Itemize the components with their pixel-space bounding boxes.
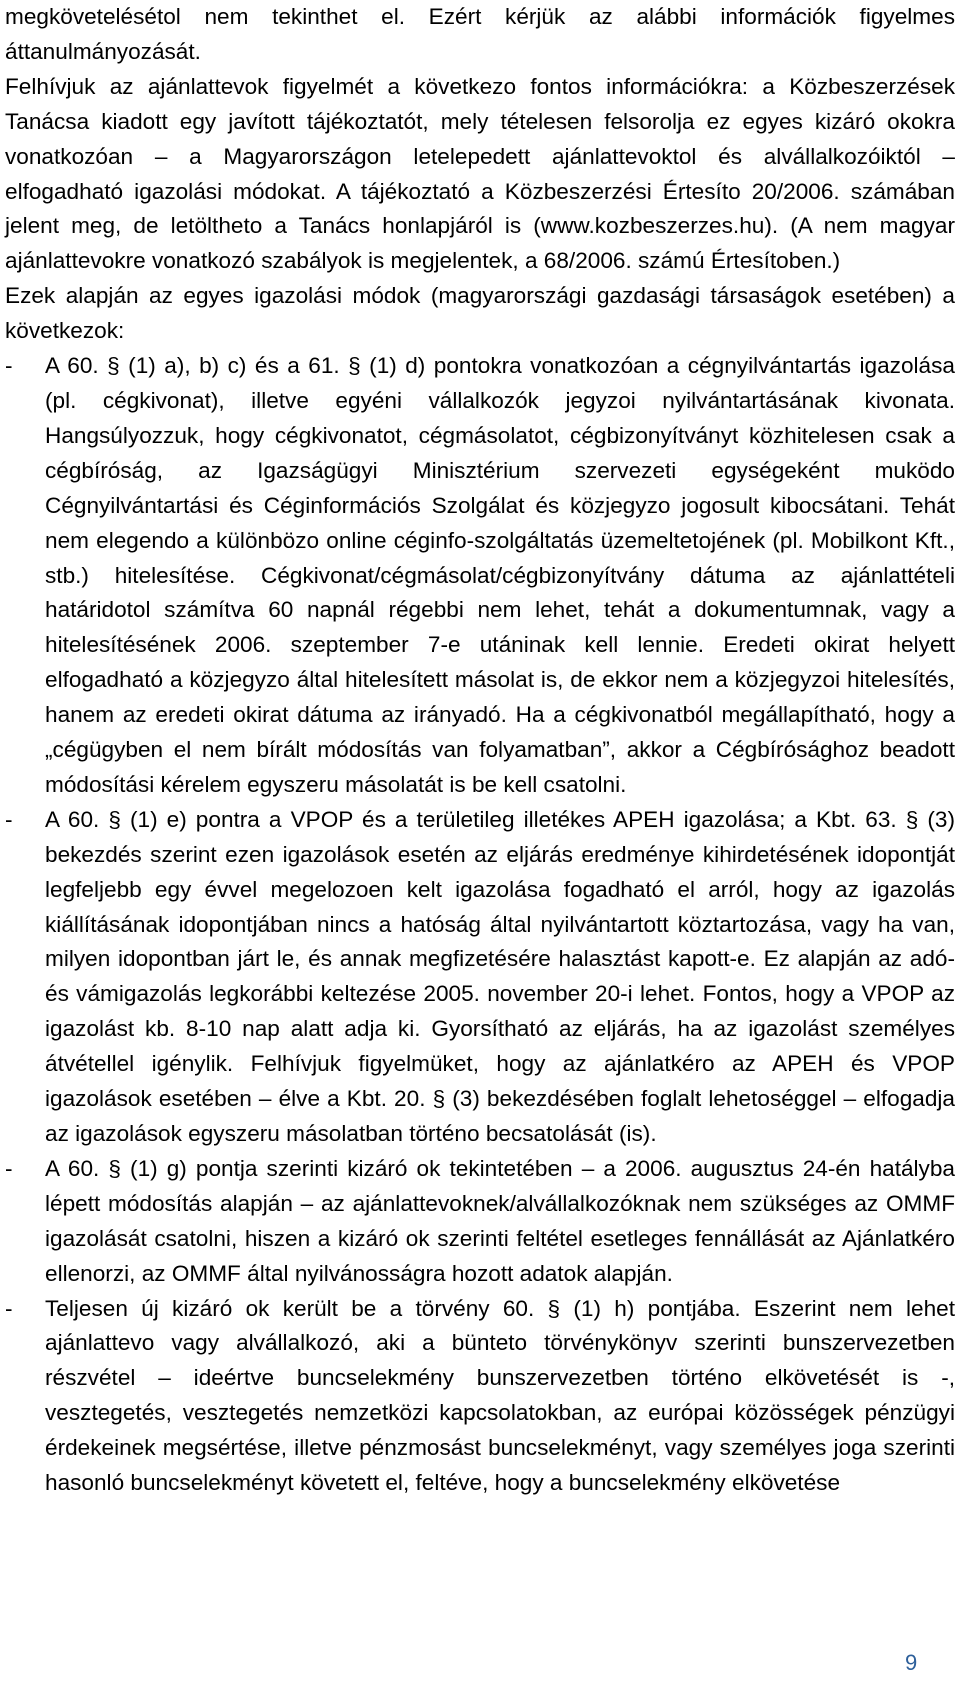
document-page (5, 0, 955, 1501)
list-item (5, 349, 955, 803)
verification-methods-list (5, 349, 955, 1501)
list-dash: - (5, 353, 13, 379)
list-item-text: A 60. § (1) a), b) c) és a 61. § (1) d) pontokra vonatkozóan a cégnyilvántartás igazolása (pl. cégkivonat), illetve egyéni vállalkozók jegyzoi nyilvántartásának kivonata. Hangsúlyozzuk, hogy cégkivonatot, cégmásolatot, cégbizonyítványt közhitelesen csak a cégbíróság, az Igazságügyi Minisztérium szervezeti egységeként muködo Cégnyilvántartási és Céginformációs Szolgálat és közjegyzo jogosult kibocsátani. Tehát nem elegendo a különbözo online céginfo-szolgáltatás üzemeltetojének (pl. Mobilkont Kft., stb.) hitelesítése. Cégkivonat/cégmásolat/cégbizonyítvány dátuma az ajánlattételi határidotol számítva 60 napnál régebbi nem lehet, tehát a dokumentumnak, vagy a hitelesítésének 2006. szeptember 7-e utáninak kell lennie. Eredeti okirat helyett elfogadható a közjegyzo által hitelesített másolat is, de ekkor nem a közjegyzoi hitelesítés, hanem az eredeti okirat dátuma az irányadó. Ha a cégkivonatból megállapítható, hogy a „cégügyben el nem bírált módosítás van folyamatban”, akkor a Cégbírósághoz beadott módosítási kérelem egyszeru másolatát is be kell csatolni. (45, 353, 955, 797)
list-dash: - (5, 1155, 13, 1181)
intro-paragraph: megkövetelésétol nem tekinthet el. Ezért kérjük az alábbi információk figyelmes áttanulmányozását. (5, 4, 955, 64)
document-body (5, 0, 955, 1501)
list-dash: - (5, 1295, 13, 1321)
list-item (5, 803, 955, 1152)
list-item-text: Teljesen új kizáró ok került be a törvény 60. § (1) h) pontjába. Eszerint nem lehet ajánlattevo vagy alvállalkozó, aki a bünteto törvénykönyv szerinti bunszervezetben részvétel – ideértve buncselekmény bunszervezetben történo elkövetését is -, vesztegetés, vesztegetés nemzetközi kapcsolatokban, az európai közösségek pénzügyi érdekeinek megsértése, illetve pénzmosást buncselekményt, vagy személyes joga szerinti hasonló buncselekményt követett el, feltéve, hogy a buncselekmény elkövetése (45, 1295, 955, 1496)
list-dash: - (5, 806, 13, 832)
methods-intro-paragraph: Ezek alapján az egyes igazolási módok (magyarországi gazdasági társaságok esetében) a következok: (5, 283, 955, 344)
list-item-text: A 60. § (1) g) pontja szerinti kizáró ok tekintetében – a 2006. augusztus 24-én hatályba lépett módosítás alapján – az ajánlattevoknek/alvállalkozóknak nem szükséges az OMMF igazolását csatolni, hiszen a kizáró ok szerinti feltétel esetleges fennállását az Ajánlatkéro ellenorzi, az OMMF által nyilvánosságra hozott adatok alapján. (45, 1155, 955, 1286)
page-number: 9 (905, 1650, 918, 1675)
list-item-text: A 60. § (1) e) pontra a VPOP és a területileg illetékes APEH igazolása; a Kbt. 63. § (3) bekezdés szerint ezen igazolások esetén az eljárás eredménye kihirdetésének idopontját legfeljebb egy évvel megelozoen kelt igazolása fogadható el arról, hogy az igazolás kiállításának idopontjában nincs a hatóság által nyilvántartott köztartozása, vagy ha van, milyen idopontban járt le, és annak megfizetésére halasztást kapott-e. Ez alapján az adó- és vámigazolás legkorábbi keltezése 2005. november 20-i lehet. Fontos, hogy a VPOP az igazolást kb. 8-10 nap alatt adja ki. Gyorsítható az eljárás, ha az igazolást személyes átvétellel igénylik. Felhívjuk figyelmüket, hogy az ajánlatkéro az APEH és VPOP igazolások esetében – élve a Kbt. 20. § (3) bekezdésében foglalt lehetoséggel – elfogadja az igazolások egyszeru másolatban történo becsatolását (is). (45, 806, 955, 1146)
notice-paragraph: Felhívjuk az ajánlattevok figyelmét a következo fontos információkra: a Közbeszerzések Tanácsa kiadott egy javított tájékoztatót, mely tételesen felsorolja ez egyes kizáró okokra vonatkozóan – a Magyarországon letelepedett ajánlattevoktol és alvállalkozóiktól – elfogadható igazolási módokat. A tájékoztató a Közbeszerzési Értesíto 20/2006. számában jelent meg, de letöltheto a Tanács honlapjáról is (www.kozbeszerzes.hu). (A nem magyar ajánlattevokre vonatkozó szabályok is megjelentek, a 68/2006. számú Értesítoben.) (5, 73, 955, 274)
list-item (5, 1292, 955, 1501)
list-item (5, 1152, 955, 1292)
